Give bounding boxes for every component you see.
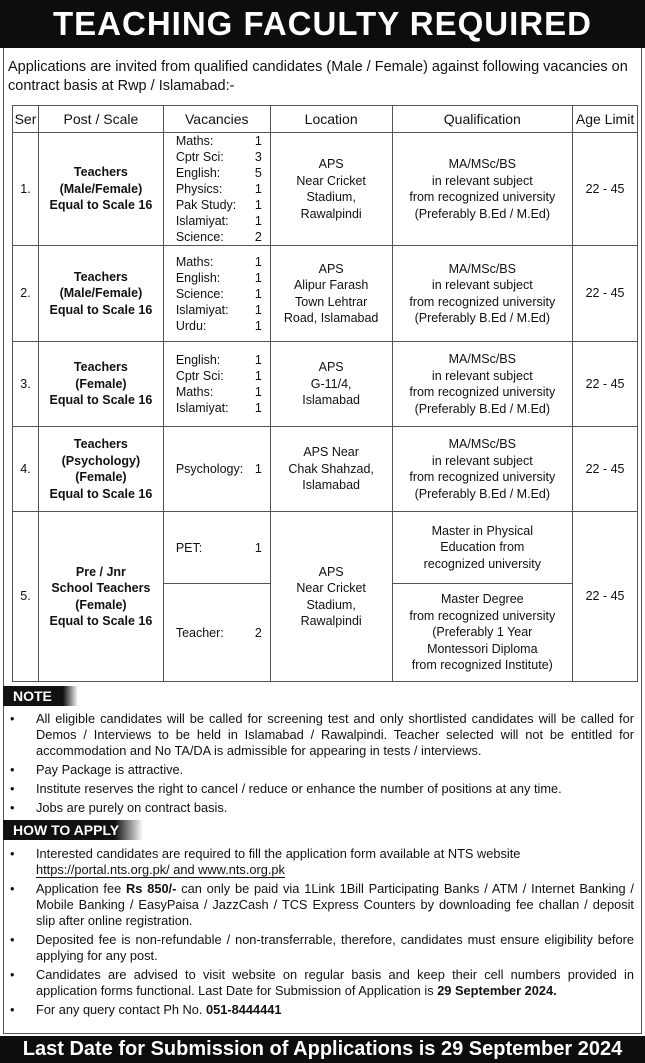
note-item: • All eligible candidates will be called for screening test and only shortlisted candidates will be called for Demos / Interviews to be held in Islamabad / Rawalpindi. Teacher selected will not be entitled for accommodation and No TA/DA is admissible for appearing in tests / interviews. [8, 711, 634, 759]
vacancy-item: Teacher: 2 [175, 625, 262, 640]
post-scale: Teachers (Female) Equal to Scale 16 [38, 342, 163, 427]
vacancy-item: Psychology: 1 [175, 462, 262, 476]
note-list [8, 711, 634, 819]
location: APS Near Cricket Stadium, Rawalpindi [270, 133, 392, 246]
post-scale: Teachers (Male/Female) Equal to Scale 16 [38, 246, 163, 342]
apply-item: • Deposited fee is non-refundable / non-transferrable, therefore, candidates must ensure eligibility before applying for any post. [8, 932, 634, 964]
vacancy-item: Science: 2 [175, 230, 262, 244]
note-heading: NOTE [3, 686, 78, 706]
apply-item: • Application fee Rs 850/- can only be paid via 1Link 1Bill Participating Banks / ATM / Internet Banking / Mobile Banking / EasyPaisa / JazzCash / TCS Express Counters by downloading fee challan / deposit slip after online registration. [8, 881, 634, 929]
serial: 5. [13, 512, 39, 682]
qualification: MA/MSc/BS in relevant subject from recognized university (Preferably B.Ed / M.Ed) [392, 342, 573, 427]
how-to-apply-heading: HOW TO APPLY [3, 820, 143, 840]
apply-item: • Interested candidates are required to fill the application form available at NTS website https://portal.nts.org.pk/ and www.nts.org.pk [8, 846, 634, 878]
location: APS Near Chak Shahzad, Islamabad [270, 427, 392, 512]
serial: 1. [13, 133, 39, 246]
apply-list [8, 846, 634, 1021]
age-limit: 22 - 45 [573, 133, 638, 246]
vacancy-item: English: 1 [175, 270, 262, 285]
vacancy-item: Science: 1 [175, 286, 262, 301]
vacancies [163, 584, 270, 682]
table-row [13, 512, 638, 584]
age-limit: 22 - 45 [573, 512, 638, 682]
column-header: Post / Scale [38, 106, 163, 133]
column-header: Vacancies [163, 106, 270, 133]
note-item: • Institute reserves the right to cancel / reduce or enhance the number of positions at any time. [8, 781, 634, 797]
qualification: Master Degree from recognized university (Preferably 1 Year Montessori Diploma from recognized Institute) [392, 584, 573, 682]
location: APS Near Cricket Stadium, Rawalpindi [270, 512, 392, 682]
age-limit: 22 - 45 [573, 342, 638, 427]
vacancy-item: Cptr Sci: 3 [175, 150, 262, 164]
vacancy-item: Maths: 1 [175, 385, 262, 399]
vacancies [163, 246, 270, 342]
page-title: TEACHING FACULTY REQUIRED [0, 0, 645, 48]
post-scale: Teachers (Male/Female) Equal to Scale 16 [38, 133, 163, 246]
vacancy-item: Physics: 1 [175, 182, 262, 196]
qualification: MA/MSc/BS in relevant subject from recognized university (Preferably B.Ed / M.Ed) [392, 133, 573, 246]
qualification: MA/MSc/BS in relevant subject from recognized university (Preferably B.Ed / M.Ed) [392, 427, 573, 512]
post-scale: Pre / Jnr School Teachers (Female) Equal to Scale 16 [38, 512, 163, 682]
serial: 3. [13, 342, 39, 427]
vacancy-item: Urdu: 1 [175, 318, 262, 333]
apply-item: • For any query contact Ph No. 051-8444441 [8, 1002, 634, 1018]
vacancy-item: Cptr Sci: 1 [175, 369, 262, 383]
table-row [13, 246, 638, 342]
table-row [13, 342, 638, 427]
vacancies [163, 512, 270, 584]
serial: 4. [13, 427, 39, 512]
vacancy-item: Maths: 1 [175, 254, 262, 269]
note-item: • Jobs are purely on contract basis. [8, 800, 634, 816]
intro-text: Applications are invited from qualified candidates (Male / Female) against following vacancies on contract basis at Rwp / Islamabad:- [8, 59, 628, 94]
vacancies [163, 133, 270, 246]
vacancy-item: English: 5 [175, 166, 262, 180]
qualification: Master in Physical Education from recognized university [392, 512, 573, 584]
vacancy-item: PET: 1 [175, 540, 262, 555]
last-date-banner: Last Date for Submission of Applications is 29 September 2024 [0, 1036, 645, 1063]
table-row [13, 427, 638, 512]
vacancies-table [12, 105, 638, 682]
column-header: Age Limit [573, 106, 638, 133]
age-limit: 22 - 45 [573, 427, 638, 512]
serial: 2. [13, 246, 39, 342]
post-scale: Teachers (Psychology) (Female) Equal to Scale 16 [38, 427, 163, 512]
apply-item: • Candidates are advised to visit website on regular basis and keep their cell numbers provided in application forms functional. Last Date for Submission of Application is 29 September 2024. [8, 967, 634, 999]
website-link[interactable]: https://portal.nts.org.pk/ and www.nts.org.pk [36, 862, 285, 877]
vacancy-item: English: 1 [175, 353, 262, 367]
qualification: MA/MSc/BS in relevant subject from recognized university (Preferably B.Ed / M.Ed) [392, 246, 573, 342]
vacancies [163, 342, 270, 427]
column-header: Qualification [392, 106, 573, 133]
vacancy-item: Islamiyat: 1 [175, 401, 262, 415]
location: APS G-11/4, Islamabad [270, 342, 392, 427]
note-item: • Pay Package is attractive. [8, 762, 634, 778]
table-row [13, 133, 638, 246]
vacancy-item: Maths: 1 [175, 134, 262, 148]
vacancy-item: Islamiyat: 1 [175, 302, 262, 317]
column-header: Ser [13, 106, 39, 133]
vacancy-item: Pak Study: 1 [175, 198, 262, 212]
column-header: Location [270, 106, 392, 133]
location: APS Alipur Farash Town Lehtrar Road, Islamabad [270, 246, 392, 342]
age-limit: 22 - 45 [573, 246, 638, 342]
vacancy-item: Islamiyat: 1 [175, 214, 262, 228]
vacancies [163, 427, 270, 512]
